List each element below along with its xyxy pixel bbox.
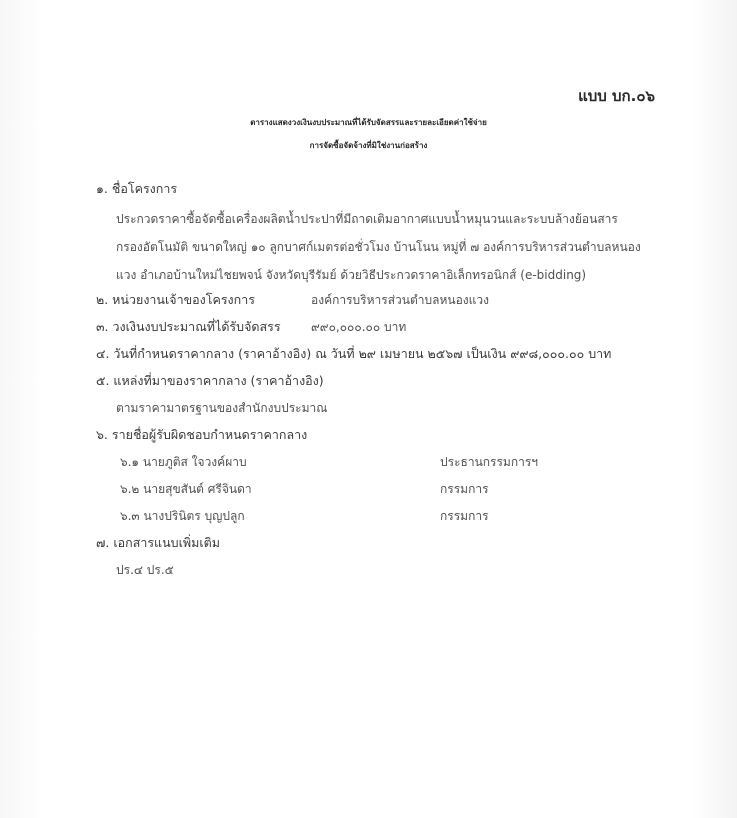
section4-text: ๔. วันที่กำหนดราคากลาง (ราคาอ้างอิง) ณ วันที่ ๒๙ เมษายน ๒๕๖๗ เป็นเงิน ๙๙๘,๐๐๐.๐๐ บาท [96,346,612,361]
section2-label: ๒. หน่วยงานเจ้าของโครงการ [96,292,255,307]
member-role: กรรมการ [440,482,489,496]
member-name: ๖.๑ นายภูติส ใจวงค์ผาบ [120,455,247,469]
document-subtitle: การจัดซื้อจัดจ้างที่มิใช่งานก่อสร้าง [309,141,428,150]
section5-label: ๕. แหล่งที่มาของราคากลาง (ราคาอ้างอิง) [96,373,324,388]
section5-value: ตามราคามาตรฐานของสำนักงบประมาณ [116,401,328,415]
section1-description-line3: แวง อำเภอบ้านใหม่ไชยพจน์ จังหวัดบุรีรัมย์ ด้วยวิธีประกวดราคาอิเล็กทรอนิกส์ (e-bidding) [116,268,587,282]
section2-value: องค์การบริหารส่วนตำบลหนองแวง [311,293,489,307]
section6-label: ๖. รายชื่อผู้รับผิดชอบกำหนดราคากลาง [96,427,308,442]
form-code: แบบ บก.๐๖ [578,87,655,105]
section7-value: ปร.๔ ปร.๕ [116,563,174,577]
section3-label: ๓. วงเงินงบประมาณที่ได้รับจัดสรร [96,319,281,334]
section1-label: ๑. ชื่อโครงการ [96,181,178,196]
member-role: กรรมการ [440,509,489,523]
member-name: ๖.๓ นางปรินิตร บุญปลูก [120,509,245,523]
member-name: ๖.๒ นายสุขสันต์ ศรีจินดา [120,482,252,496]
member-role: ประธานกรรมการฯ [440,455,539,469]
document-title: ตารางแสดงวงเงินงบประมาณที่ได้รับจัดสรรและรายละเอียดค่าใช้จ่าย [250,118,487,127]
section1-description-line2: กรองอัตโนมัติ ขนาดใหญ่ ๑๐ ลูกบาศก์เมตรต่อชั่วโมง บ้านโนน หมู่ที่ ๗ องค์การบริหารส่วนตำบลหนอง [116,240,641,254]
section3-value: ๙๙๐,๐๐๐.๐๐ บาท [311,320,407,334]
section1-description-line1: ประกวดราคาซื้อจัดซื้อเครื่องผลิตน้ำประปาที่มีถาดเติมอากาศแบบน้ำหมุนวนและระบบล้างย้อนสาร [116,212,618,226]
section7-label: ๗. เอกสารแนบเพิ่มเติม [96,535,220,550]
